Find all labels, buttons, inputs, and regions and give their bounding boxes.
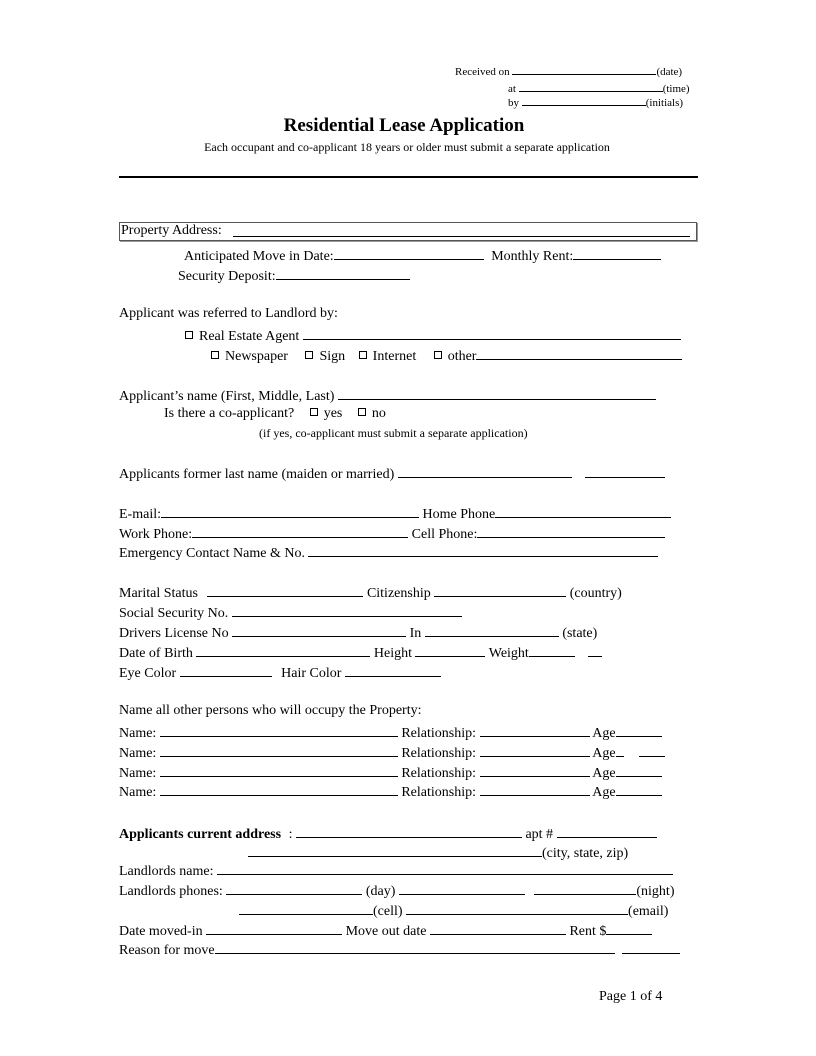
- received-date-field[interactable]: [512, 61, 656, 75]
- license-field[interactable]: [232, 623, 406, 637]
- received-on-row: [455, 61, 682, 78]
- night-hint: (night): [636, 884, 675, 899]
- occupant-relationship-field[interactable]: [480, 743, 590, 757]
- occupant-name-label: Name:: [119, 766, 157, 781]
- home-phone-label: Home Phone: [422, 507, 496, 522]
- marital-status-field[interactable]: [207, 583, 363, 597]
- move-out-field[interactable]: [430, 921, 566, 935]
- former-name-field-2[interactable]: [585, 464, 665, 478]
- occupant-row: [119, 723, 662, 742]
- page-title: Residential Lease Application: [283, 115, 525, 136]
- license-state-field[interactable]: [425, 623, 559, 637]
- landlord-day-phone-field[interactable]: [226, 881, 362, 895]
- work-phone-field[interactable]: [192, 524, 408, 538]
- marital-status-label: Marital Status: [119, 586, 198, 601]
- move-in-label: Anticipated Move in Date:: [184, 249, 334, 264]
- occupant-age-label: Age: [592, 746, 616, 761]
- initials-hint: (initials): [645, 97, 684, 109]
- landlord-cell-field[interactable]: [239, 901, 373, 915]
- weight-field[interactable]: [529, 643, 575, 657]
- cell-phone-label: Cell Phone:: [411, 527, 478, 542]
- occupant-relationship-label: Relationship:: [401, 766, 476, 781]
- newspaper-checkbox[interactable]: [211, 351, 219, 359]
- security-deposit-field[interactable]: [276, 266, 410, 280]
- other-checkbox[interactable]: [434, 351, 442, 359]
- dob-field[interactable]: [196, 643, 370, 657]
- property-address-field[interactable]: [233, 223, 690, 237]
- sign-label: Sign: [319, 349, 346, 364]
- country-hint: (country): [569, 586, 622, 601]
- occupant-relationship-label: Relationship:: [401, 746, 476, 761]
- rent-label: Rent $: [569, 924, 607, 939]
- citizenship-field[interactable]: [434, 583, 566, 597]
- citizenship-label: Citizenship: [366, 586, 431, 601]
- applicant-name-row: [119, 386, 656, 405]
- reason-row: [119, 940, 680, 959]
- city-state-zip-row: [248, 843, 628, 862]
- coapplicant-note: (if yes, co-applicant must submit a separate application): [259, 426, 528, 440]
- ssn-row: [119, 603, 462, 622]
- internet-checkbox[interactable]: [359, 351, 367, 359]
- occupant-name-field[interactable]: [160, 723, 398, 737]
- email-hint: (email): [628, 904, 669, 919]
- dob-label: Date of Birth: [119, 646, 193, 661]
- landlord-phones-row: [119, 881, 674, 900]
- applicant-name-field[interactable]: [338, 386, 656, 400]
- license-label: Drivers License No: [119, 626, 229, 641]
- moved-in-label: Date moved-in: [119, 924, 203, 939]
- occupant-relationship-field[interactable]: [480, 763, 590, 777]
- hair-color-field[interactable]: [345, 663, 441, 677]
- by-label: by: [508, 97, 519, 109]
- newspaper-label: Newspaper: [225, 349, 288, 364]
- yes-label: yes: [323, 406, 343, 421]
- occupant-age-label: Age: [592, 785, 616, 800]
- former-name-row: [119, 464, 665, 483]
- received-by-row: [508, 92, 683, 109]
- current-address-colon: :: [288, 827, 293, 842]
- coapplicant-no-checkbox[interactable]: [358, 408, 366, 416]
- landlord-email-field[interactable]: [406, 901, 628, 915]
- height-field[interactable]: [415, 643, 485, 657]
- occupant-name-label: Name:: [119, 746, 157, 761]
- occupant-age-label: Age: [592, 766, 616, 781]
- emergency-row: [119, 543, 658, 562]
- landlord-night-phone-field[interactable]: [534, 881, 636, 895]
- ssn-label: Social Security No.: [119, 606, 229, 621]
- occupant-age-field[interactable]: [616, 743, 624, 757]
- current-address-field[interactable]: [296, 824, 522, 838]
- received-on-label: Received on: [455, 66, 510, 78]
- occupant-relationship-field[interactable]: [480, 782, 590, 796]
- email-label: E-mail:: [119, 507, 161, 522]
- day-hint: (day): [365, 884, 396, 899]
- occupant-name-label: Name:: [119, 785, 157, 800]
- move-out-label: Move out date: [345, 924, 427, 939]
- move-dates-row: [119, 921, 652, 940]
- occupant-row: [119, 743, 665, 762]
- former-name-field[interactable]: [398, 464, 572, 478]
- email-field[interactable]: [161, 504, 419, 518]
- received-initials-field[interactable]: [522, 92, 646, 106]
- ssn-field[interactable]: [232, 603, 462, 617]
- city-state-zip-hint: (city, state, zip): [542, 846, 629, 861]
- occupant-row: [119, 782, 662, 801]
- landlord-name-field[interactable]: [217, 861, 673, 875]
- license-in-label: In: [409, 626, 422, 641]
- occupant-name-field[interactable]: [160, 782, 398, 796]
- date-hint: (date): [656, 66, 683, 78]
- eye-color-field[interactable]: [180, 663, 272, 677]
- work-phone-row: [119, 524, 665, 543]
- occupant-age-field[interactable]: [616, 723, 662, 737]
- eye-hair-row: [119, 663, 441, 682]
- landlord-cell-row: [239, 901, 668, 920]
- reason-label: Reason for move: [119, 943, 215, 958]
- weight-label: Weight: [488, 646, 529, 661]
- state-hint: (state): [562, 626, 598, 641]
- license-row: [119, 623, 597, 642]
- referral-question: Applicant was referred to Landlord by:: [119, 306, 338, 321]
- occupant-relationship-label: Relationship:: [401, 726, 476, 741]
- occupant-relationship-label: Relationship:: [401, 785, 476, 800]
- emergency-contact-label: Emergency Contact Name & No.: [119, 546, 305, 561]
- occupant-age-field[interactable]: [616, 763, 662, 777]
- apt-label: apt #: [525, 827, 554, 842]
- landlord-name-label: Landlords name:: [119, 864, 214, 879]
- time-hint: (time): [662, 83, 690, 95]
- referral-options-row: [211, 346, 682, 365]
- other-field[interactable]: [476, 346, 682, 360]
- work-phone-label: Work Phone:: [119, 527, 193, 542]
- internet-label: Internet: [372, 349, 417, 364]
- occupant-relationship-field[interactable]: [480, 723, 590, 737]
- occupant-name-field[interactable]: [160, 763, 398, 777]
- eye-color-label: Eye Color: [119, 666, 177, 681]
- received-time-field[interactable]: [519, 78, 663, 92]
- home-phone-field[interactable]: [495, 504, 671, 518]
- current-address-label: Applicants current address: [119, 827, 282, 842]
- page-subtitle: Each occupant and co-applicant 18 years or older must submit a separate application: [204, 140, 610, 154]
- current-address-row: [119, 824, 657, 843]
- emergency-contact-field[interactable]: [308, 543, 658, 557]
- coapplicant-question: Is there a co-applicant?: [164, 406, 295, 421]
- monthly-rent-field[interactable]: [573, 246, 661, 260]
- occupant-age-field-2[interactable]: [639, 743, 665, 757]
- rent-field[interactable]: [606, 921, 652, 935]
- coapplicant-yes-checkbox[interactable]: [310, 408, 318, 416]
- occupant-name-label: Name:: [119, 726, 157, 741]
- cell-hint: (cell): [373, 904, 403, 919]
- landlord-phones-label: Landlords phones:: [119, 884, 223, 899]
- agent-checkbox[interactable]: [185, 331, 193, 339]
- hair-color-label: Hair Color: [281, 666, 342, 681]
- move-in-date-field[interactable]: [334, 246, 484, 260]
- move-in-row: [184, 246, 661, 265]
- weight-field-2[interactable]: [588, 643, 602, 657]
- occupant-row: [119, 763, 662, 782]
- monthly-rent-label: Monthly Rent:: [491, 249, 574, 264]
- occupants-heading: Name all other persons who will occupy the Property:: [119, 703, 422, 718]
- landlord-name-row: [119, 861, 673, 880]
- reason-field-2[interactable]: [622, 940, 680, 954]
- city-state-zip-field[interactable]: [248, 843, 542, 857]
- property-address-box[interactable]: [119, 222, 697, 241]
- no-label: no: [371, 406, 386, 421]
- cell-phone-field[interactable]: [477, 524, 665, 538]
- marital-row: [119, 583, 622, 602]
- security-deposit-label: Security Deposit:: [178, 269, 276, 284]
- deposit-row: [178, 266, 410, 285]
- agent-label: Real Estate Agent: [199, 329, 300, 344]
- occupant-name-field[interactable]: [160, 743, 398, 757]
- occupant-age-field[interactable]: [616, 782, 662, 796]
- email-row: [119, 504, 671, 523]
- header-divider: [119, 176, 698, 178]
- page-number: Page 1 of 4: [599, 989, 663, 1004]
- coapplicant-row: [164, 406, 386, 422]
- occupant-age-label: Age: [592, 726, 616, 741]
- agent-name-field[interactable]: [303, 326, 681, 340]
- former-name-label: Applicants former last name (maiden or married): [119, 467, 395, 482]
- apt-field[interactable]: [557, 824, 657, 838]
- dob-row: [119, 643, 602, 662]
- applicant-name-label: Applicant’s name (First, Middle, Last): [119, 389, 335, 404]
- landlord-day-phone-field-2[interactable]: [399, 881, 525, 895]
- sign-checkbox[interactable]: [305, 351, 313, 359]
- moved-in-field[interactable]: [206, 921, 342, 935]
- referral-agent-row: [185, 326, 681, 345]
- other-label: other: [447, 349, 477, 364]
- reason-field[interactable]: [215, 940, 615, 954]
- property-address-label: Property Address:: [121, 223, 222, 238]
- height-label: Height: [373, 646, 412, 661]
- at-label: at: [508, 83, 516, 95]
